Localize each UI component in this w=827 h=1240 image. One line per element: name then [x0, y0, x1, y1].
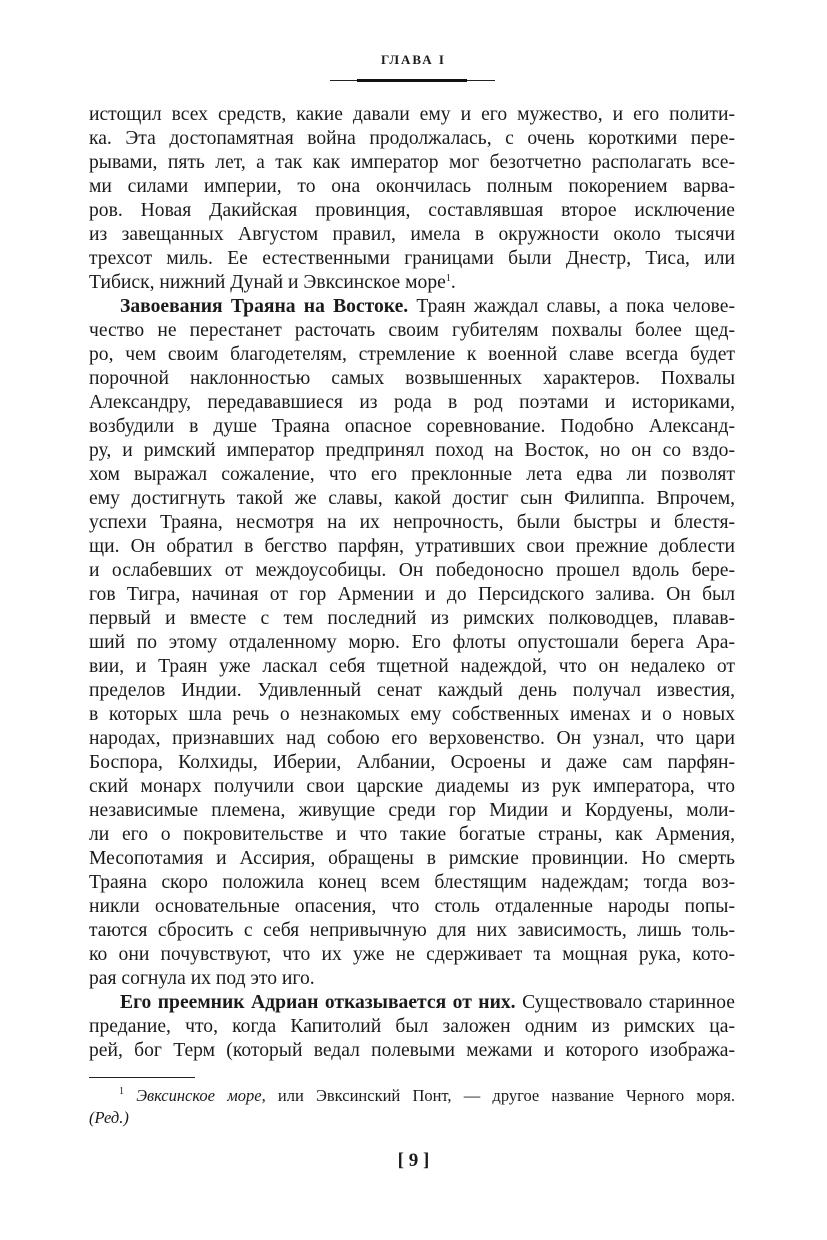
line-text: ший по этому отдаленному морю. Его флоты опустошали берега Ара-	[89, 632, 735, 653]
line-text: Тибиск, нижний Дунай и Эвксинское море	[89, 272, 446, 293]
line-text: Боспора, Колхиды, Иберии, Албании, Осроены и даже сам парфян-	[89, 752, 735, 773]
line-text: возбудили в душе Траяна опасное соревнование. Подобно Александ-	[89, 416, 735, 437]
line-text: рей, бог Терм (который ведал полевыми межами и которого изобража-	[89, 1040, 735, 1061]
text-line	[89, 751, 735, 775]
line-text: Александру, передававшиеся из рода в род поэтами и историками,	[89, 392, 735, 413]
text-line	[89, 463, 735, 487]
footnote-line	[89, 1085, 735, 1107]
line-text: ли его о покровительстве и что такие богатые страны, как Армения,	[89, 824, 735, 845]
text-line	[89, 415, 735, 439]
line-text: ров. Новая Дакийская провинция, составлявшая второе исключение	[89, 200, 735, 221]
text-line	[89, 607, 735, 631]
text-line	[89, 799, 735, 823]
chapter-heading: ГЛАВА I	[381, 52, 446, 67]
text-line	[89, 1039, 735, 1063]
text-line	[89, 559, 735, 583]
text-line	[89, 631, 735, 655]
text-line	[89, 583, 735, 607]
body-text	[89, 103, 735, 1063]
text-line	[89, 727, 735, 751]
line-text: предание, что, когда Капитолий был заложен одним из римских ца-	[89, 1016, 735, 1037]
text-line	[89, 535, 735, 559]
line-text: щи. Он обратил в бегство парфян, утративших свои прежние доблести	[89, 536, 735, 557]
text-line	[89, 487, 735, 511]
line-text: ро, чем своим благодетелям, стремление к военной славе всегда будет	[89, 344, 735, 365]
text-line	[89, 895, 735, 919]
text-line	[89, 343, 735, 367]
footnote-text: , или Эвксинский Понт, — другое название Черного моря.	[261, 1086, 736, 1105]
line-text: порочной наклонностью самых возвышенных характеров. Похвалы	[89, 368, 735, 389]
line-text: ка. Эта достопамятная война продолжалась, с очень короткими пере-	[89, 128, 735, 149]
text-line	[89, 847, 735, 871]
line-text: чество не перестанет расточать своим губителям похвалы более щед-	[89, 320, 735, 341]
page-number: [ 9 ]	[397, 1150, 430, 1171]
line-text: независимые племена, живущие среди гор Мидии и Кордуены, моли-	[89, 800, 735, 821]
text-line	[89, 511, 735, 535]
text-line	[89, 391, 735, 415]
line-text: ский монарх получили свои царские диадемы из рук императора, что	[89, 776, 735, 797]
footnote-reference[interactable]: 1	[445, 273, 451, 284]
text-line	[89, 1015, 735, 1039]
text-line	[89, 103, 735, 127]
text-line	[89, 703, 735, 727]
line-text: рывами, пять лет, а так как император мог безотчетно располагать все-	[89, 152, 735, 173]
line-text: пределов Индии. Удивленный сенат каждый день получал известия,	[89, 680, 735, 701]
text-line	[89, 127, 735, 151]
paragraph-lead-heading: Его преемник Адриан отказывается от них.	[120, 992, 516, 1013]
line-text: хом выражал сожаление, что его преклонные лета едва ли позволят	[89, 464, 735, 485]
text-line	[89, 367, 735, 391]
footnote-term: Эвксинское море	[136, 1086, 262, 1105]
text-line	[89, 175, 735, 199]
footnote-editor: (Ред.)	[89, 1108, 129, 1127]
line-text: первый и вместе с тем последний из римских полководцев, плавав-	[89, 608, 735, 629]
text-line	[89, 991, 735, 1015]
line-text: таются сбросить с себя непривычную для них зависимость, лишь толь-	[89, 920, 735, 941]
line-text: .	[450, 272, 456, 293]
text-line	[89, 871, 735, 895]
line-text: рая согнула их под это иго.	[89, 968, 315, 989]
text-line	[89, 247, 735, 271]
text-line	[89, 271, 735, 295]
text-line	[89, 439, 735, 463]
line-text: и ослабевших от междоусобицы. Он победоносно прошел вдоль бере-	[89, 560, 735, 581]
line-text: истощил всех средств, какие давали ему и его мужество, и его полити-	[89, 104, 735, 125]
line-text: вии, и Траян уже ласкал себя тщетной надеждой, что он недалеко от	[89, 656, 735, 677]
line-text: ко они почувствуют, что их уже не сдерживает та мощная рука, кото-	[89, 944, 735, 965]
text-line	[89, 679, 735, 703]
line-text: ему достигнуть такой же славы, какой достиг сын Филиппа. Впрочем,	[89, 488, 735, 509]
line-text: Существовало старинное	[515, 992, 735, 1013]
footnote-separator	[89, 1077, 195, 1078]
text-line	[89, 199, 735, 223]
line-text: Месопотамия и Ассирия, обращены в римские провинции. Но смерть	[89, 848, 735, 869]
text-line	[89, 223, 735, 247]
line-text: народах, признавших над собою его верховенство. Он узнал, что цари	[89, 728, 735, 749]
text-line	[89, 775, 735, 799]
text-line	[89, 295, 735, 319]
line-text: гов Тигра, начиная от гор Армении и до Персидского залива. Он был	[89, 584, 735, 605]
footnote	[89, 1085, 735, 1129]
text-line	[89, 655, 735, 679]
text-line	[89, 823, 735, 847]
line-text: из завещанных Августом правил, имела в окружности около тысячи	[89, 224, 735, 245]
text-line	[89, 919, 735, 943]
text-line	[89, 967, 735, 991]
text-line	[89, 943, 735, 967]
line-text: ру, и римский император предпринял поход на Восток, но он со вздо-	[89, 440, 735, 461]
footnote-line	[89, 1107, 735, 1129]
line-text: никли основательные опасения, что столь отдаленные народы попы-	[89, 896, 735, 917]
heading-rule-accent	[357, 79, 467, 82]
line-text: ми силами империи, то она окончилась полным покорением варва-	[89, 176, 735, 197]
line-text: успехи Траяна, несмотря на их непрочность, были быстры и блестя-	[89, 512, 735, 533]
text-line	[89, 319, 735, 343]
line-text: в которых шла речь о незнакомых ему собственных именах и о новых	[89, 704, 735, 725]
paragraph-lead-heading: Завоевания Траяна на Востоке.	[120, 296, 409, 317]
line-text: Траяна скоро положила конец всем блестящим надеждам; тогда воз-	[89, 872, 735, 893]
footnote-number: 1	[119, 1086, 124, 1097]
line-text: Траян жаждал славы, а пока челове-	[408, 296, 735, 317]
line-text: трехсот миль. Ее естественными границами были Днестр, Тиса, или	[89, 248, 735, 269]
text-line	[89, 151, 735, 175]
